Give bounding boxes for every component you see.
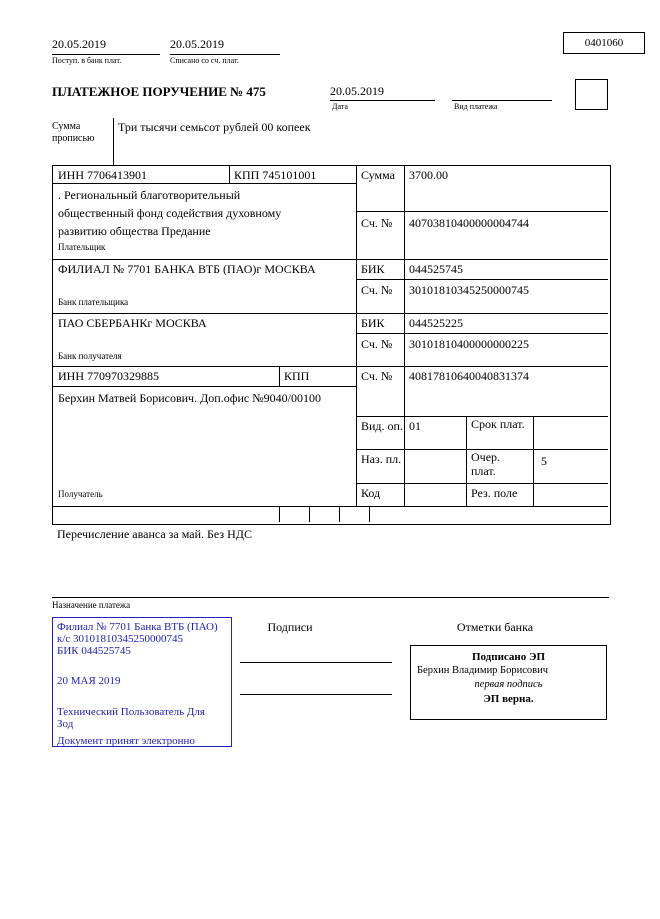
table-line [279, 506, 280, 522]
payee-bank-account: 30101810400000000225 [409, 337, 529, 351]
payee-bank-bik-label: БИК [361, 316, 385, 330]
payee-bank-bik: 044525225 [409, 316, 463, 330]
date-label: Дата [332, 102, 348, 111]
table-line [53, 313, 608, 314]
table-line [53, 366, 608, 367]
reserve-field-label: Рез. поле [471, 486, 518, 500]
esign-note: первая подпись [474, 678, 543, 690]
esign-title: Подписано ЭП [471, 651, 546, 663]
table-line [339, 506, 340, 522]
sum-in-words-value: Три тысячи семьсот рублей 00 копеек [118, 120, 311, 134]
payer-inn: ИНН 7706413901 [58, 168, 147, 182]
payee-name: Берхин Матвей Борисович. Доп.офис №9040/00100 [58, 391, 322, 405]
purpose-code-label: Наз. пл. [361, 452, 402, 466]
payer-section-label: Плательщик [58, 242, 106, 252]
payer-name: . Региональный благотворительный общественный фонд содействия духовному развитию общества Предание [58, 188, 282, 238]
table-line [53, 259, 608, 260]
received-in-bank-label: Поступ. в банк плат. [52, 56, 122, 65]
sum-value: 3700.00 [409, 168, 448, 182]
document-title: ПЛАТЕЖНОЕ ПОРУЧЕНИЕ № 475 [52, 84, 266, 99]
payer-bank-bik-label: БИК [361, 262, 385, 276]
payee-bank-account-label: Сч. № [361, 337, 393, 351]
payer-kpp: КПП 745101001 [234, 168, 317, 182]
payee-bank-name: ПАО СБЕРБАНКг МОСКВА [58, 316, 207, 330]
stamp-date: 20 МАЯ 2019 [57, 675, 121, 688]
table-line [356, 166, 357, 506]
due-date-label: Срок плат. [471, 417, 525, 431]
payer-bank-name: ФИЛИАЛ № 7701 БАНКА ВТБ (ПАО)г МОСКВА [58, 262, 316, 276]
table-line [52, 597, 609, 598]
table-line [53, 506, 608, 507]
payment-order-label: Очер. плат. [471, 450, 501, 478]
table-line [404, 166, 405, 506]
table-line [356, 279, 608, 280]
bank-stamp [52, 617, 232, 747]
table-line [356, 211, 608, 212]
bank-marks-title: Отметки банка [456, 620, 534, 634]
table-line [279, 366, 280, 386]
status-code-box [575, 79, 608, 110]
esign-signer-name: Берхин Владимир Борисович [417, 665, 548, 677]
stamp-user: Технический Пользователь Для Зод [57, 706, 205, 731]
table-line [309, 506, 310, 522]
payer-bank-section-label: Банк плательщика [58, 297, 129, 307]
table-line [533, 416, 534, 506]
payee-bank-section-label: Банк получателя [58, 351, 122, 361]
esign-verdict: ЭП верна. [483, 692, 534, 705]
table-line [356, 483, 608, 484]
payee-account-label: Сч. № [361, 369, 393, 383]
table-line [369, 506, 370, 522]
payment-type-label: Вид платежа [454, 102, 498, 111]
esign-box [410, 645, 607, 720]
purpose-label: Назначение платежа [52, 600, 131, 610]
code-label: Код [361, 486, 381, 500]
payer-bank-account: 30101810345250000745 [409, 283, 529, 297]
payer-bank-bik: 044525745 [409, 262, 463, 276]
form-code-box: 0401060 [563, 32, 645, 54]
payee-account: 40817810640040831374 [409, 369, 529, 383]
table-line [356, 333, 608, 334]
debited-from-account-label: Списано со сч. плат. [170, 56, 239, 65]
signature-line-2 [240, 678, 392, 695]
stamp-bik: БИК 044525745 [57, 645, 131, 658]
table-line [113, 118, 114, 165]
payer-account-label: Сч. № [361, 216, 393, 230]
table-line [53, 183, 357, 184]
stamp-bank-name: Филиал № 7701 Банка ВТБ (ПАО) [57, 621, 218, 633]
payment-type-line [452, 84, 552, 101]
stamp-note: Документ принят электронно [57, 734, 195, 747]
sum-in-words-label: Сумма прописью [52, 121, 95, 144]
payee-section-label: Получатель [58, 489, 103, 499]
stamp-corr-account: к/с 30101810345250000745 [57, 633, 184, 646]
payment-order-table [52, 165, 611, 525]
purpose-text: Перечисление аванса за май. Без НДС [57, 527, 252, 541]
document-date: 20.05.2019 [330, 84, 435, 101]
payee-kpp-label: КПП [284, 369, 310, 383]
op-type-label: Вид. оп. [361, 419, 403, 433]
payer-bank-account-label: Сч. № [361, 283, 393, 297]
table-line [229, 166, 230, 183]
sum-label: Сумма [361, 168, 395, 182]
table-line [53, 386, 357, 387]
payee-inn: ИНН 770970329885 [58, 369, 159, 383]
table-line [466, 416, 467, 506]
payer-account: 40703810400000004744 [409, 216, 529, 230]
signatures-title: Подписи [267, 620, 313, 634]
received-in-bank-date: 20.05.2019 [52, 37, 160, 55]
debited-from-account-date: 20.05.2019 [170, 37, 280, 55]
op-type-value: 01 [409, 419, 421, 433]
payment-order-value: 5 [541, 454, 547, 468]
signature-line-1 [240, 646, 392, 663]
